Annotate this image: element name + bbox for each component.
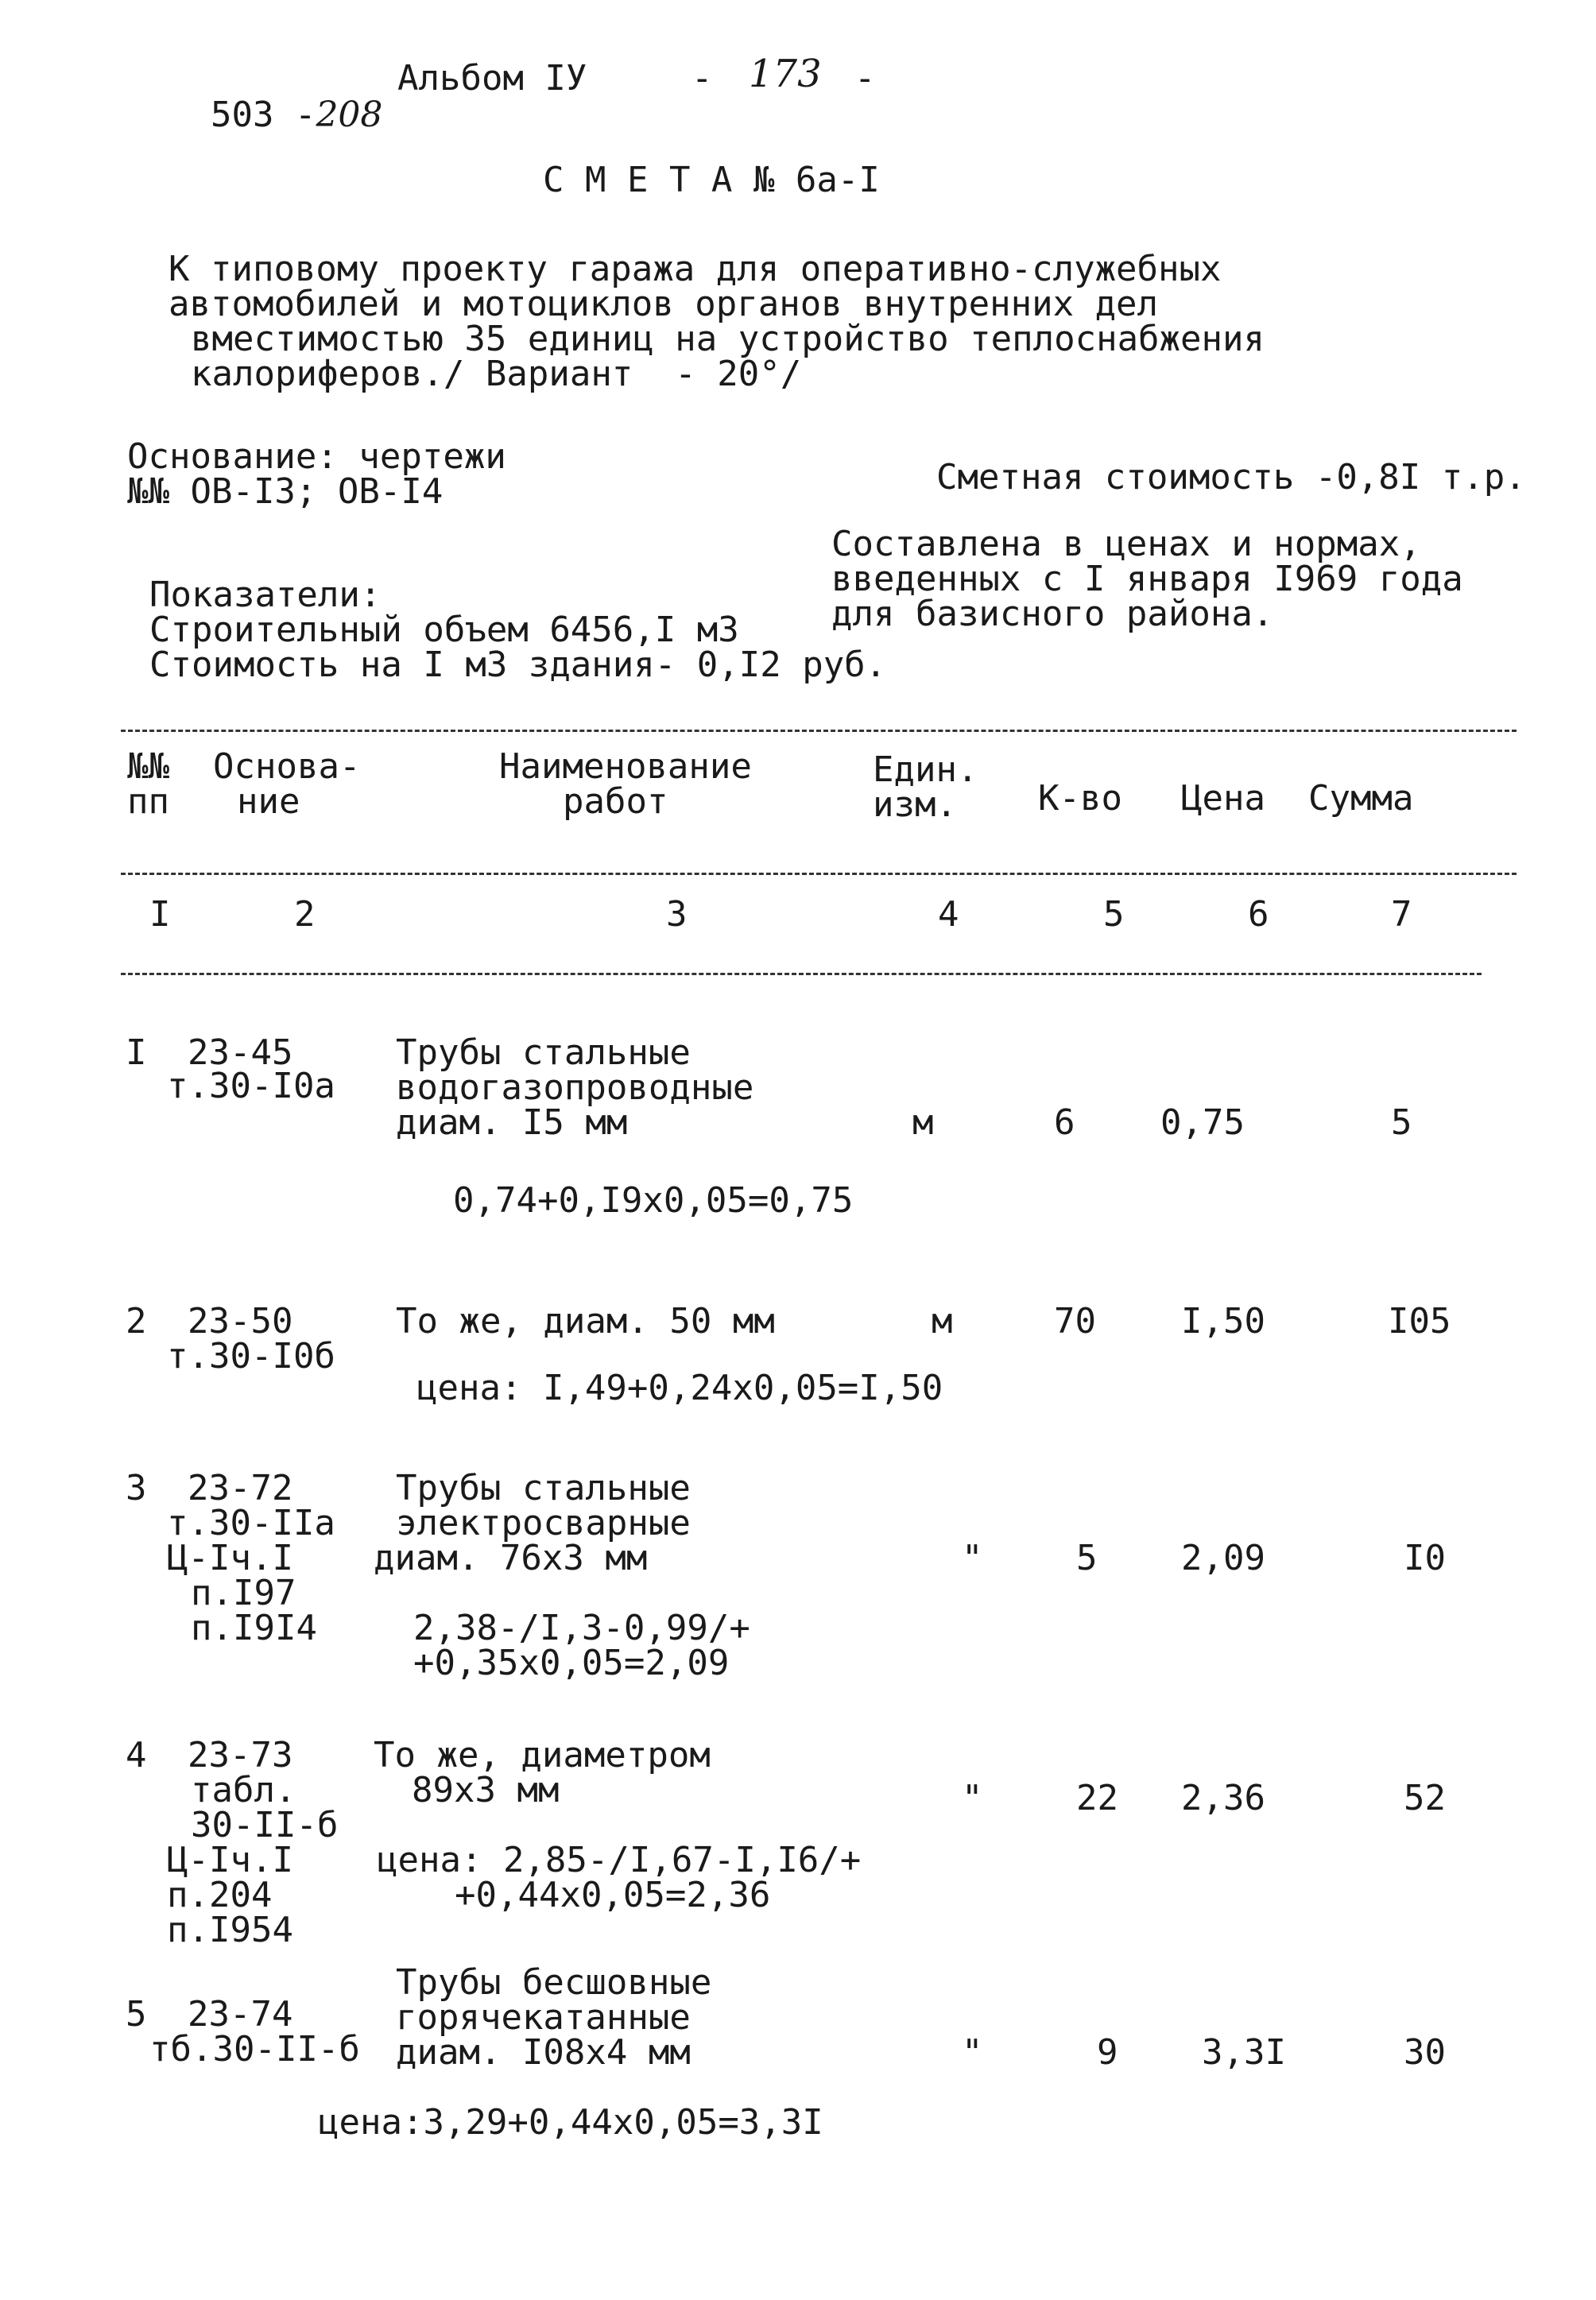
th-qty: К-во xyxy=(1038,778,1122,819)
row-calc: 2,38-/I,3-0,99/+ xyxy=(413,1608,750,1648)
row-price: I,50 xyxy=(1181,1301,1265,1342)
row-basis: 23-45 xyxy=(188,1032,293,1073)
row-name: диам. I08х4 мм xyxy=(396,2032,691,2073)
row-name: То же, диам. 50 мм xyxy=(396,1301,775,1342)
table-rule-top xyxy=(121,730,1517,732)
th-name-2: работ xyxy=(563,781,668,822)
th-num-1: №№ xyxy=(127,746,169,787)
row-basis: т.30-I0а xyxy=(167,1066,335,1106)
th-basis-1: Основа- xyxy=(213,746,361,787)
row-calc: цена: 2,85-/I,67-I,I6/+ xyxy=(377,1840,862,1880)
indicators-label: Показатели: xyxy=(149,575,382,615)
col-number-1: I xyxy=(149,894,171,935)
row-calc: +0,44х0,05=2,36 xyxy=(455,1875,771,1915)
row-num: I xyxy=(126,1032,147,1073)
row-qty: 22 xyxy=(1076,1778,1118,1818)
col-number-3: 3 xyxy=(666,894,688,935)
page-dash-left: - xyxy=(691,58,713,99)
col-number-6: 6 xyxy=(1248,894,1269,935)
album-label: Альбом IУ xyxy=(397,58,587,99)
col-number-7: 7 xyxy=(1391,894,1412,935)
row-price: 2,36 xyxy=(1181,1778,1265,1818)
row-qty: 5 xyxy=(1076,1538,1098,1578)
row-name: диам. 76х3 мм xyxy=(374,1538,648,1578)
prices-note-2: введенных с I января I969 года xyxy=(831,559,1463,599)
row-unit: " xyxy=(962,1778,983,1818)
row-basis: п.I9I4 xyxy=(191,1608,317,1648)
row-qty: 70 xyxy=(1054,1301,1096,1342)
basis-line-1: Основание: чертежи xyxy=(127,436,506,477)
row-price: 3,3I xyxy=(1202,2032,1286,2073)
row-unit: м xyxy=(912,1102,934,1143)
subject-line-3: вместимостью 35 единиц на устройство теплоснабжения xyxy=(191,319,1265,359)
row-calc: 0,74+0,I9х0,05=0,75 xyxy=(453,1180,854,1221)
row-basis: п.204 xyxy=(167,1875,273,1915)
row-unit: " xyxy=(962,1538,983,1578)
row-unit: м xyxy=(932,1301,953,1342)
row-basis: 23-72 xyxy=(188,1468,293,1508)
page-title: С М Е Т А № 6а-I xyxy=(543,160,880,200)
basis-line-2: №№ ОВ-I3; ОВ-I4 xyxy=(127,471,444,512)
row-num: 3 xyxy=(126,1468,147,1508)
row-sum: 30 xyxy=(1404,2032,1446,2073)
subject-line-2: автомобилей и мотоциклов органов внутренних дел xyxy=(169,284,1159,324)
row-name: Трубы бесшовные xyxy=(396,1962,712,2003)
row-qty: 9 xyxy=(1097,2032,1118,2073)
row-name: диам. I5 мм xyxy=(396,1102,628,1143)
indicators-volume: Строительный объем 6456,I м3 xyxy=(149,610,739,650)
row-basis: 23-73 xyxy=(188,1735,293,1775)
row-basis: п.I97 xyxy=(191,1573,296,1613)
col-number-2: 2 xyxy=(294,894,316,935)
th-num-2: пп xyxy=(127,781,169,822)
row-num: 4 xyxy=(126,1735,147,1775)
row-price: 2,09 xyxy=(1181,1538,1265,1578)
row-basis: п.I954 xyxy=(167,1910,293,1950)
th-price: Цена xyxy=(1181,778,1265,819)
doc-series-prefix: 503 - xyxy=(210,95,316,135)
indicators-unit-cost: Стоимость на I м3 здания- 0,I2 руб. xyxy=(149,645,887,685)
row-basis: Ц-Iч.I xyxy=(167,1840,293,1880)
row-name: Трубы стальные xyxy=(396,1032,691,1073)
col-number-4: 4 xyxy=(938,894,959,935)
row-basis: Ц-Iч.I xyxy=(167,1538,293,1578)
row-name: 89х3 мм xyxy=(412,1770,560,1810)
table-rule-numbers xyxy=(121,973,1482,975)
page-number: 173 xyxy=(749,52,822,96)
row-num: 2 xyxy=(126,1301,147,1342)
row-price: 0,75 xyxy=(1160,1102,1245,1143)
row-calc: цена: I,49+0,24х0,05=I,50 xyxy=(416,1368,943,1408)
row-sum: I0 xyxy=(1404,1538,1446,1578)
row-name: горячекатанные xyxy=(396,1997,691,2038)
row-calc: цена:3,29+0,44х0,05=3,3I xyxy=(318,2102,823,2143)
page-dash-right: - xyxy=(854,58,876,99)
row-basis: 30-II-б xyxy=(191,1805,339,1845)
prices-note-1: Составлена в ценах и нормах, xyxy=(831,524,1421,564)
row-basis: т.30-I0б xyxy=(167,1336,335,1377)
row-sum: 52 xyxy=(1404,1778,1446,1818)
row-sum: 5 xyxy=(1391,1102,1412,1143)
subject-line-4: калориферов./ Вариант - 20°/ xyxy=(191,354,802,394)
row-basis: 23-74 xyxy=(188,1994,293,2035)
row-name: Трубы стальные xyxy=(396,1468,691,1508)
estimated-cost: Сметная стоимость -0,8I т.р. xyxy=(936,457,1526,498)
row-qty: 6 xyxy=(1054,1102,1075,1143)
th-sum: Сумма xyxy=(1308,778,1414,819)
row-unit: " xyxy=(962,2032,983,2073)
row-calc: +0,35х0,05=2,09 xyxy=(413,1643,730,1683)
row-basis: т.30-IIа xyxy=(167,1503,335,1543)
th-unit-2: изм. xyxy=(873,784,957,825)
row-name: То же, диаметром xyxy=(374,1735,711,1775)
prices-note-3: для базисного района. xyxy=(831,594,1274,634)
row-num: 5 xyxy=(126,1994,147,2035)
doc-series-handwritten: 208 xyxy=(316,95,383,135)
row-basis: табл. xyxy=(191,1770,296,1810)
table-rule-header xyxy=(121,873,1517,875)
doc-series xyxy=(169,60,382,134)
th-unit-1: Един. xyxy=(873,749,978,790)
row-basis: 23-50 xyxy=(188,1301,293,1342)
th-name-1: Наименование xyxy=(499,746,752,787)
th-basis-2: ние xyxy=(237,781,300,822)
col-number-5: 5 xyxy=(1103,894,1125,935)
row-name: электросварные xyxy=(396,1503,691,1543)
row-sum: I05 xyxy=(1388,1301,1451,1342)
row-basis: тб.30-II-б xyxy=(149,2029,360,2070)
subject-line-1: К типовому проекту гаража для оперативно-служебных xyxy=(169,249,1222,289)
row-name: водогазопроводные xyxy=(396,1067,754,1108)
